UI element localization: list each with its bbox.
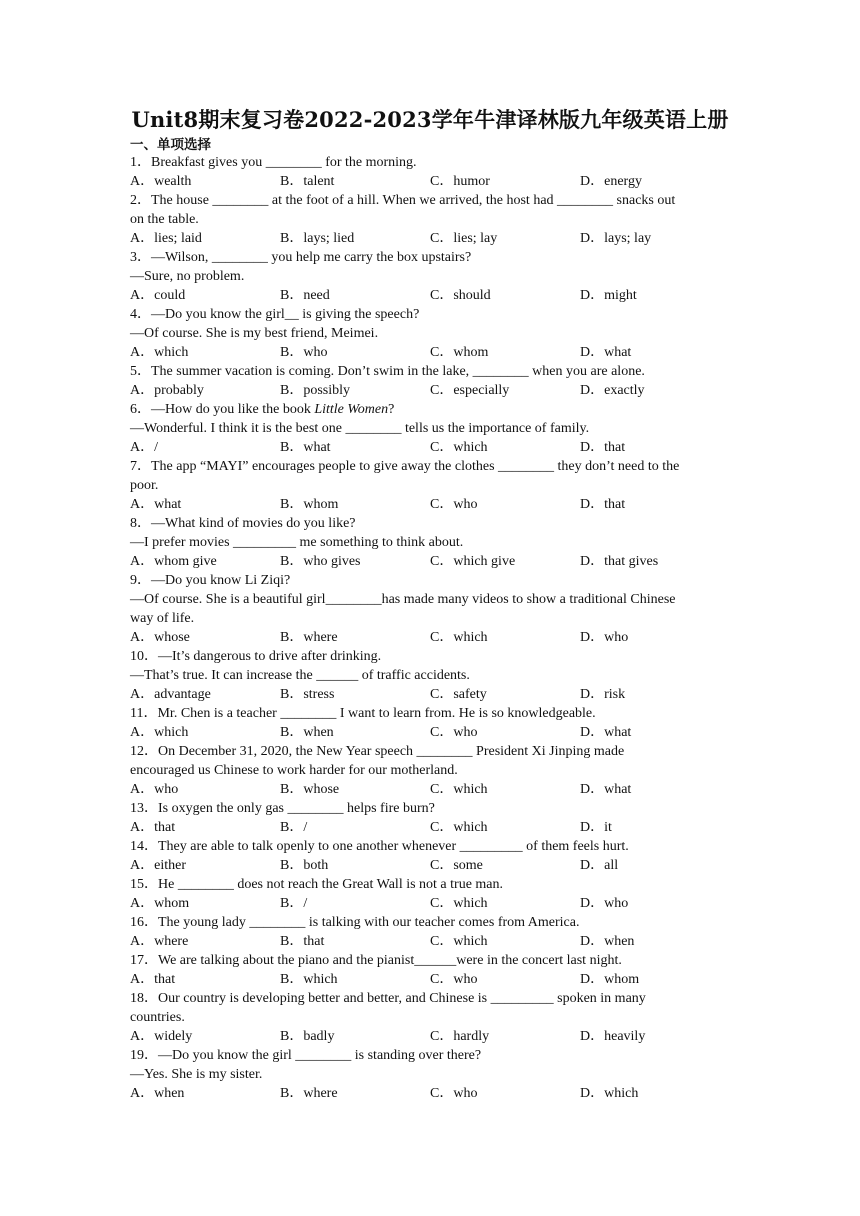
question-stem-line: —That’s true. It can increase the ______ of traffic accidents. — [130, 668, 470, 683]
question-12 — [130, 742, 730, 799]
question-stem-line: 7．The app “MAYI” encourages people to give away the clothes ________ they don’t need to the — [130, 459, 680, 474]
option-d[interactable]: D．lays; lay — [580, 231, 652, 246]
question-stem-line: 18．Our country is developing better and better, and Chinese is _________ spoken in many — [130, 991, 646, 1006]
question-stem-line: 8．—What kind of movies do you like? — [130, 516, 356, 531]
option-d[interactable]: D．exactly — [580, 383, 645, 398]
option-b[interactable]: B．talent — [280, 174, 335, 189]
answer-options — [130, 286, 730, 305]
option-a[interactable]: A．whom give — [130, 554, 217, 569]
answer-options — [130, 552, 730, 571]
stem-text: ? — [388, 402, 395, 417]
question-stem-line — [130, 400, 730, 419]
option-d[interactable]: D．when — [580, 934, 635, 949]
answer-options — [130, 628, 730, 647]
question-stem-line: 15．He ________ does not reach the Great Wall is not a true man. — [130, 877, 504, 892]
option-a[interactable]: A．where — [130, 934, 189, 949]
question-3 — [130, 248, 730, 305]
question-6 — [130, 400, 730, 457]
option-d[interactable]: D．whom — [580, 972, 640, 987]
answer-options — [130, 723, 730, 742]
option-c[interactable]: C．hardly — [430, 1029, 490, 1044]
option-c[interactable]: C．humor — [430, 174, 490, 189]
question-stem-line: 19．—Do you know the girl ________ is standing over there? — [130, 1048, 482, 1063]
option-a[interactable]: A．which — [130, 725, 189, 740]
question-stem-line: —Wonderful. I think it is the best one ________ tells us the importance of family. — [130, 421, 590, 436]
option-a[interactable]: A．lies; laid — [130, 231, 202, 246]
question-stem-line: way of life. — [130, 611, 195, 626]
option-b[interactable]: B．where — [280, 630, 338, 645]
option-a[interactable]: A．widely — [130, 1029, 193, 1044]
option-d[interactable]: D．what — [580, 725, 632, 740]
option-c[interactable]: C．which — [430, 782, 488, 797]
stem-text: 6．—How do you like the book — [130, 402, 315, 417]
option-c[interactable]: C．who — [430, 972, 478, 987]
answer-options — [130, 381, 730, 400]
option-b[interactable]: B．need — [280, 288, 330, 303]
question-7 — [130, 457, 730, 514]
option-c[interactable]: C．which — [430, 934, 488, 949]
option-c[interactable]: C．should — [430, 288, 491, 303]
option-b[interactable]: B．what — [280, 440, 331, 455]
option-a[interactable]: A．whose — [130, 630, 190, 645]
option-a[interactable]: A．could — [130, 288, 186, 303]
option-b[interactable]: B．both — [280, 858, 329, 873]
question-9 — [130, 571, 730, 647]
question-stem-line: 12．On December 31, 2020, the New Year speech ________ President Xi Jinping made — [130, 744, 625, 759]
question-stem-line: 14．They are able to talk openly to one another whenever _________ of them feels hurt. — [130, 839, 629, 854]
question-stem-line: poor. — [130, 478, 159, 493]
answer-options — [130, 932, 730, 951]
answer-options — [130, 780, 730, 799]
answer-options — [130, 438, 730, 457]
option-d[interactable]: D．might — [580, 288, 637, 303]
option-d[interactable]: D．all — [580, 858, 619, 873]
question-10 — [130, 647, 730, 704]
answer-options — [130, 685, 730, 704]
option-a[interactable]: A．that — [130, 972, 176, 987]
option-b[interactable]: B．which — [280, 972, 338, 987]
question-list — [130, 153, 730, 1103]
answer-options — [130, 970, 730, 989]
answer-options — [130, 343, 730, 362]
question-stem-line: 1．Breakfast gives you ________ for the morning. — [130, 155, 417, 170]
question-stem-line: 11．Mr. Chen is a teacher ________ I want to learn from. He is so knowledgeable. — [130, 706, 596, 721]
option-d[interactable]: D．that — [580, 440, 626, 455]
option-c[interactable]: C．which — [430, 440, 488, 455]
answer-options — [130, 856, 730, 875]
option-c[interactable]: C．especially — [430, 383, 510, 398]
option-b[interactable]: B．whom — [280, 497, 339, 512]
question-stem-line: countries. — [130, 1010, 185, 1025]
option-d[interactable]: D．risk — [580, 687, 626, 702]
option-a[interactable]: A．whom — [130, 896, 190, 911]
option-d[interactable]: D．what — [580, 345, 632, 360]
option-b[interactable]: B．whose — [280, 782, 340, 797]
option-d[interactable]: D．which — [580, 1086, 639, 1101]
option-b[interactable]: B．who gives — [280, 554, 361, 569]
question-stem-line: 9．—Do you know Li Ziqi? — [130, 573, 291, 588]
answer-options — [130, 172, 730, 191]
option-b[interactable]: B．who — [280, 345, 328, 360]
question-17 — [130, 951, 730, 989]
option-c[interactable]: C．who — [430, 725, 478, 740]
option-d[interactable]: D．that — [580, 497, 626, 512]
option-a[interactable]: A．/ — [130, 440, 158, 455]
option-c[interactable]: C．which — [430, 820, 488, 835]
option-b[interactable]: B．stress — [280, 687, 335, 702]
option-a[interactable]: A．probably — [130, 383, 204, 398]
question-15 — [130, 875, 730, 913]
answer-options — [130, 1084, 730, 1103]
question-19 — [130, 1046, 730, 1103]
option-a[interactable]: A．what — [130, 497, 182, 512]
question-stem-line: 5．The summer vacation is coming. Don’t swim in the lake, ________ when you are alone. — [130, 364, 645, 379]
question-4 — [130, 305, 730, 362]
question-stem-line: on the table. — [130, 212, 199, 227]
answer-options — [130, 1027, 730, 1046]
option-a[interactable]: A．who — [130, 782, 179, 797]
option-b[interactable]: B．lays; lied — [280, 231, 355, 246]
answer-options — [130, 818, 730, 837]
document-title: Unit8期末复习卷2022-2023学年牛津译林版九年级英语上册 — [131, 107, 729, 132]
question-stem-line: 17．We are talking about the piano and the pianist______were in the concert last night. — [130, 953, 622, 968]
answer-options — [130, 229, 730, 248]
option-b[interactable]: B．where — [280, 1086, 338, 1101]
question-18 — [130, 989, 730, 1046]
question-stem-line: 4．—Do you know the girl__ is giving the speech? — [130, 307, 420, 322]
option-c[interactable]: C．whom — [430, 345, 489, 360]
option-b[interactable]: B．when — [280, 725, 334, 740]
question-stem-line: 13．Is oxygen the only gas ________ helps fire burn? — [130, 801, 435, 816]
question-stem-line: —Sure, no problem. — [130, 269, 245, 284]
option-a[interactable]: A．wealth — [130, 174, 192, 189]
section-heading: 一、单项选择 — [130, 137, 211, 153]
question-stem-line: —Of course. She is my best friend, Meimei. — [130, 326, 379, 341]
option-c[interactable]: C．which give — [430, 554, 516, 569]
option-c[interactable]: C．who — [430, 497, 478, 512]
option-a[interactable]: A．when — [130, 1086, 185, 1101]
option-d[interactable]: D．who — [580, 896, 629, 911]
question-stem-line: 3．—Wilson, ________ you help me carry the box upstairs? — [130, 250, 472, 265]
question-8 — [130, 514, 730, 571]
option-b[interactable]: B．/ — [280, 896, 308, 911]
option-b[interactable]: B．that — [280, 934, 325, 949]
option-c[interactable]: C．some — [430, 858, 483, 873]
option-c[interactable]: C．who — [430, 1086, 478, 1101]
option-d[interactable]: D．that gives — [580, 554, 659, 569]
option-d[interactable]: D．who — [580, 630, 629, 645]
question-5 — [130, 362, 730, 400]
question-stem-line: 16．The young lady ________ is talking with our teacher comes from America. — [130, 915, 580, 930]
option-a[interactable]: A．advantage — [130, 687, 211, 702]
option-b[interactable]: B．badly — [280, 1029, 335, 1044]
option-b[interactable]: B．/ — [280, 820, 308, 835]
answer-options — [130, 894, 730, 913]
option-a[interactable]: A．that — [130, 820, 176, 835]
question-1 — [130, 153, 730, 191]
option-c[interactable]: C．which — [430, 896, 488, 911]
question-11 — [130, 704, 730, 742]
question-stem-line: 10．—It’s dangerous to drive after drinking. — [130, 649, 382, 664]
question-16 — [130, 913, 730, 951]
question-stem-line: 2．The house ________ at the foot of a hill. When we arrived, the host had ________ snacks out — [130, 193, 676, 208]
option-c[interactable]: C．lies; lay — [430, 231, 498, 246]
option-b[interactable]: B．possibly — [280, 383, 351, 398]
question-stem-line: encouraged us Chinese to work harder for our motherland. — [130, 763, 458, 778]
question-13 — [130, 799, 730, 837]
answer-options — [130, 495, 730, 514]
option-d[interactable]: D．energy — [580, 174, 642, 189]
option-d[interactable]: D．heavily — [580, 1029, 646, 1044]
option-d[interactable]: D．it — [580, 820, 612, 835]
book-title: Little Women — [314, 402, 389, 417]
question-2 — [130, 191, 730, 248]
question-stem-line: —Of course. She is a beautiful girl________has made many videos to show a traditional Chinese — [130, 592, 676, 607]
question-14 — [130, 837, 730, 875]
option-a[interactable]: A．which — [130, 345, 189, 360]
question-stem-line: —I prefer movies _________ me something to think about. — [130, 535, 464, 550]
option-a[interactable]: A．either — [130, 858, 186, 873]
option-c[interactable]: C．safety — [430, 687, 487, 702]
question-stem-line: —Yes. She is my sister. — [130, 1067, 263, 1082]
option-d[interactable]: D．what — [580, 782, 632, 797]
option-c[interactable]: C．which — [430, 630, 488, 645]
